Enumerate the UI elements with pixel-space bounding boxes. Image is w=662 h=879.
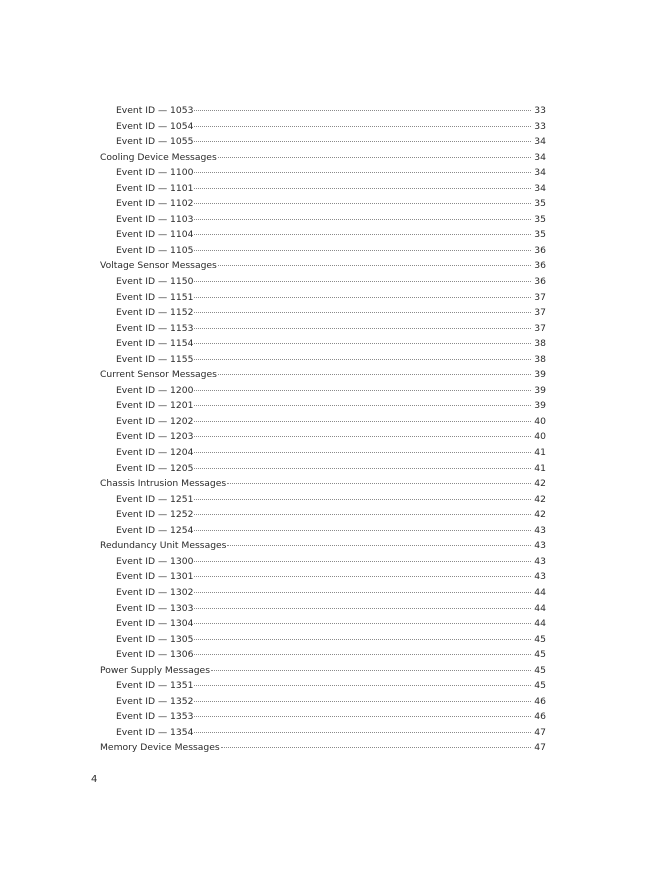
toc-subentry[interactable] <box>100 601 546 617</box>
toc-subentry[interactable] <box>100 243 546 259</box>
toc-dot-leader <box>194 234 531 235</box>
toc-dot-leader <box>194 639 531 640</box>
toc-subentry[interactable] <box>100 616 546 632</box>
toc-subentry[interactable] <box>100 429 546 445</box>
toc-subentry[interactable] <box>100 134 546 150</box>
toc-dot-leader <box>194 312 531 313</box>
toc-section-entry[interactable] <box>100 740 546 756</box>
toc-dot-leader <box>211 670 531 671</box>
toc-entry-page: 34 <box>534 167 546 179</box>
toc-entry-title: Event ID — 1303 <box>116 602 194 614</box>
toc-dot-leader <box>194 297 531 298</box>
toc-section-entry[interactable] <box>100 367 546 383</box>
toc-entry-title: Event ID — 1103 <box>116 213 194 225</box>
toc-dot-leader <box>194 514 531 515</box>
toc-section-entry[interactable] <box>100 663 546 679</box>
toc-entry-title: Event ID — 1200 <box>116 384 194 396</box>
toc-entry-title: Event ID — 1053 <box>116 105 194 116</box>
toc-dot-leader <box>194 576 531 577</box>
toc-dot-leader <box>194 110 531 111</box>
toc-dot-leader <box>194 608 531 609</box>
toc-entry-title: Event ID — 1351 <box>116 680 194 692</box>
toc-subentry[interactable] <box>100 569 546 585</box>
toc-entry-title: Cooling Device Messages <box>100 151 217 163</box>
toc-subentry[interactable] <box>100 678 546 694</box>
toc-entry-title: Event ID — 1152 <box>116 307 194 319</box>
toc-subentry[interactable] <box>100 445 546 461</box>
toc-entry-page: 43 <box>534 555 546 567</box>
toc-section-entry[interactable] <box>100 538 546 554</box>
toc-dot-leader <box>194 343 531 344</box>
toc-dot-leader <box>227 483 531 484</box>
toc-entry-page: 42 <box>534 478 546 490</box>
toc-dot-leader <box>194 359 531 360</box>
toc-entry-title: Event ID — 1252 <box>116 509 194 521</box>
toc-entry-page: 41 <box>534 447 546 459</box>
toc-subentry[interactable] <box>100 336 546 352</box>
toc-dot-leader <box>194 405 531 406</box>
toc-entry-page: 35 <box>534 198 546 210</box>
toc-section-entry[interactable] <box>100 258 546 274</box>
toc-entry-title: Memory Device Messages <box>100 742 220 754</box>
toc-entry-title: Event ID — 1353 <box>116 711 194 723</box>
toc-dot-leader <box>194 421 531 422</box>
toc-entry-page: 44 <box>534 602 546 614</box>
toc-entry-title: Event ID — 1104 <box>116 229 194 241</box>
toc-entry-title: Event ID — 1055 <box>116 136 194 148</box>
toc-dot-leader <box>194 732 531 733</box>
toc-entry-page: 45 <box>534 664 546 676</box>
toc-entry-title: Event ID — 1251 <box>116 493 194 505</box>
toc-entry-page: 42 <box>534 493 546 505</box>
toc-entry-title: Event ID — 1101 <box>116 182 194 194</box>
toc-subentry[interactable] <box>100 632 546 648</box>
toc-entry-page: 46 <box>534 711 546 723</box>
toc-entry-page: 37 <box>534 307 546 319</box>
toc-entry-title: Event ID — 1304 <box>116 618 194 630</box>
toc-entry-title: Event ID — 1205 <box>116 462 194 474</box>
toc-entry-title: Power Supply Messages <box>100 664 210 676</box>
toc-entry-page: 43 <box>534 540 546 552</box>
toc-dot-leader <box>194 592 531 593</box>
toc-dot-leader <box>194 530 531 531</box>
toc-dot-leader <box>194 468 531 469</box>
toc-entry-page: 39 <box>534 384 546 396</box>
toc-subentry[interactable] <box>100 492 546 508</box>
toc-entry-title: Event ID — 1302 <box>116 586 194 598</box>
toc-entry-page: 34 <box>534 151 546 163</box>
toc-entry-title: Event ID — 1352 <box>116 695 194 707</box>
toc-dot-leader <box>221 747 531 748</box>
toc-subentry[interactable] <box>100 414 546 430</box>
toc-dot-leader <box>227 545 531 546</box>
toc-dot-leader <box>194 499 531 500</box>
toc-entry-page: 47 <box>534 726 546 738</box>
toc-subentry[interactable] <box>100 103 546 119</box>
toc-dot-leader <box>194 203 531 204</box>
toc-entry-page: 40 <box>534 415 546 427</box>
toc-subentry[interactable] <box>100 352 546 368</box>
toc-entry-page: 39 <box>534 369 546 381</box>
toc-entry-page: 45 <box>534 649 546 661</box>
toc-entry-page: 38 <box>534 338 546 350</box>
toc-subentry[interactable] <box>100 196 546 212</box>
toc-entry-page: 33 <box>534 120 546 132</box>
page-number: 4 <box>91 774 98 785</box>
toc-dot-leader <box>194 172 531 173</box>
toc-entry-title: Event ID — 1204 <box>116 447 194 459</box>
toc-entry-page: 44 <box>534 618 546 630</box>
toc-entry-page: 40 <box>534 431 546 443</box>
toc-entry-page: 47 <box>534 742 546 754</box>
toc-entry-title: Current Sensor Messages <box>100 369 217 381</box>
toc-entry-page: 45 <box>534 633 546 645</box>
toc-dot-leader <box>194 561 531 562</box>
toc-entry-page: 45 <box>534 680 546 692</box>
toc-entry-title: Event ID — 1153 <box>116 322 194 334</box>
toc-entry-title: Event ID — 1151 <box>116 291 194 303</box>
toc-entry-page: 36 <box>534 276 546 288</box>
toc-entry-title: Redundancy Unit Messages <box>100 540 227 552</box>
toc-entry-title: Event ID — 1254 <box>116 524 194 536</box>
toc-subentry[interactable] <box>100 398 546 414</box>
toc-entry-page: 38 <box>534 353 546 365</box>
toc-dot-leader <box>194 141 531 142</box>
toc-subentry[interactable] <box>100 119 546 135</box>
toc-subentry[interactable] <box>100 290 546 306</box>
toc-subentry[interactable] <box>100 212 546 228</box>
toc-entry-title: Event ID — 1301 <box>116 571 194 583</box>
toc-entry-title: Event ID — 1203 <box>116 431 194 443</box>
toc-subentry[interactable] <box>100 461 546 477</box>
toc-entry-title: Event ID — 1105 <box>116 244 194 256</box>
toc-entry-title: Event ID — 1155 <box>116 353 194 365</box>
toc-dot-leader <box>194 328 531 329</box>
toc-dot-leader <box>194 219 531 220</box>
toc-subentry[interactable] <box>100 305 546 321</box>
toc-entry-title: Event ID — 1150 <box>116 276 194 288</box>
toc-entry-title: Event ID — 1102 <box>116 198 194 210</box>
toc-entry-title: Chassis Intrusion Messages <box>100 478 227 490</box>
toc-entry-page: 43 <box>534 571 546 583</box>
toc-dot-leader <box>194 188 531 189</box>
toc-subentry[interactable] <box>100 647 546 663</box>
toc-entry-page: 41 <box>534 462 546 474</box>
toc-entry-page: 36 <box>534 244 546 256</box>
toc-dot-leader <box>194 654 531 655</box>
toc-entry-page: 37 <box>534 322 546 334</box>
toc-dot-leader <box>194 250 531 251</box>
toc-entry-title: Event ID — 1202 <box>116 415 194 427</box>
toc-subentry[interactable] <box>100 523 546 539</box>
toc-entry-page: 44 <box>534 586 546 598</box>
toc-subentry[interactable] <box>100 165 546 181</box>
toc-dot-leader <box>194 126 531 127</box>
toc-dot-leader <box>194 281 531 282</box>
toc-subentry[interactable] <box>100 321 546 337</box>
toc-dot-leader <box>194 716 531 717</box>
toc-dot-leader <box>218 374 531 375</box>
toc-dot-leader <box>194 390 531 391</box>
toc-entry-title: Event ID — 1306 <box>116 649 194 661</box>
toc-subentry[interactable] <box>100 585 546 601</box>
toc-subentry[interactable] <box>100 554 546 570</box>
toc-subentry[interactable] <box>100 274 546 290</box>
toc-subentry[interactable] <box>100 725 546 741</box>
toc-dot-leader <box>218 265 531 266</box>
toc-entry-page: 36 <box>534 260 546 272</box>
toc-subentry[interactable] <box>100 181 546 197</box>
toc-entry-page: 34 <box>534 136 546 148</box>
toc-entry-page: 43 <box>534 524 546 536</box>
toc-dot-leader <box>194 685 531 686</box>
toc-entry-title: Event ID — 1100 <box>116 167 194 179</box>
toc-section-entry[interactable] <box>100 476 546 492</box>
toc-entry-title: Event ID — 1305 <box>116 633 194 645</box>
toc-subentry[interactable] <box>100 709 546 725</box>
toc-entry-title: Event ID — 1354 <box>116 726 194 738</box>
toc-subentry[interactable] <box>100 694 546 710</box>
toc-subentry[interactable] <box>100 507 546 523</box>
toc-entry-page: 37 <box>534 291 546 303</box>
toc-entry-page: 42 <box>534 509 546 521</box>
toc-entry-page: 33 <box>534 105 546 116</box>
toc-entry-title: Event ID — 1154 <box>116 338 194 350</box>
toc-subentry[interactable] <box>100 227 546 243</box>
toc-dot-leader <box>194 623 531 624</box>
toc-entry-page: 46 <box>534 695 546 707</box>
toc-entry-page: 39 <box>534 400 546 412</box>
toc-dot-leader <box>194 436 531 437</box>
toc-entry-page: 34 <box>534 182 546 194</box>
toc-subentry[interactable] <box>100 383 546 399</box>
toc-dot-leader <box>218 157 531 158</box>
toc-dot-leader <box>194 701 531 702</box>
toc-entry-title: Event ID — 1201 <box>116 400 194 412</box>
toc-dot-leader <box>194 452 531 453</box>
toc-section-entry[interactable] <box>100 150 546 166</box>
toc-entry-title: Event ID — 1300 <box>116 555 194 567</box>
table-of-contents <box>100 103 546 756</box>
toc-entry-page: 35 <box>534 229 546 241</box>
toc-entry-title: Event ID — 1054 <box>116 120 194 132</box>
toc-entry-title: Voltage Sensor Messages <box>100 260 217 272</box>
toc-entry-page: 35 <box>534 213 546 225</box>
